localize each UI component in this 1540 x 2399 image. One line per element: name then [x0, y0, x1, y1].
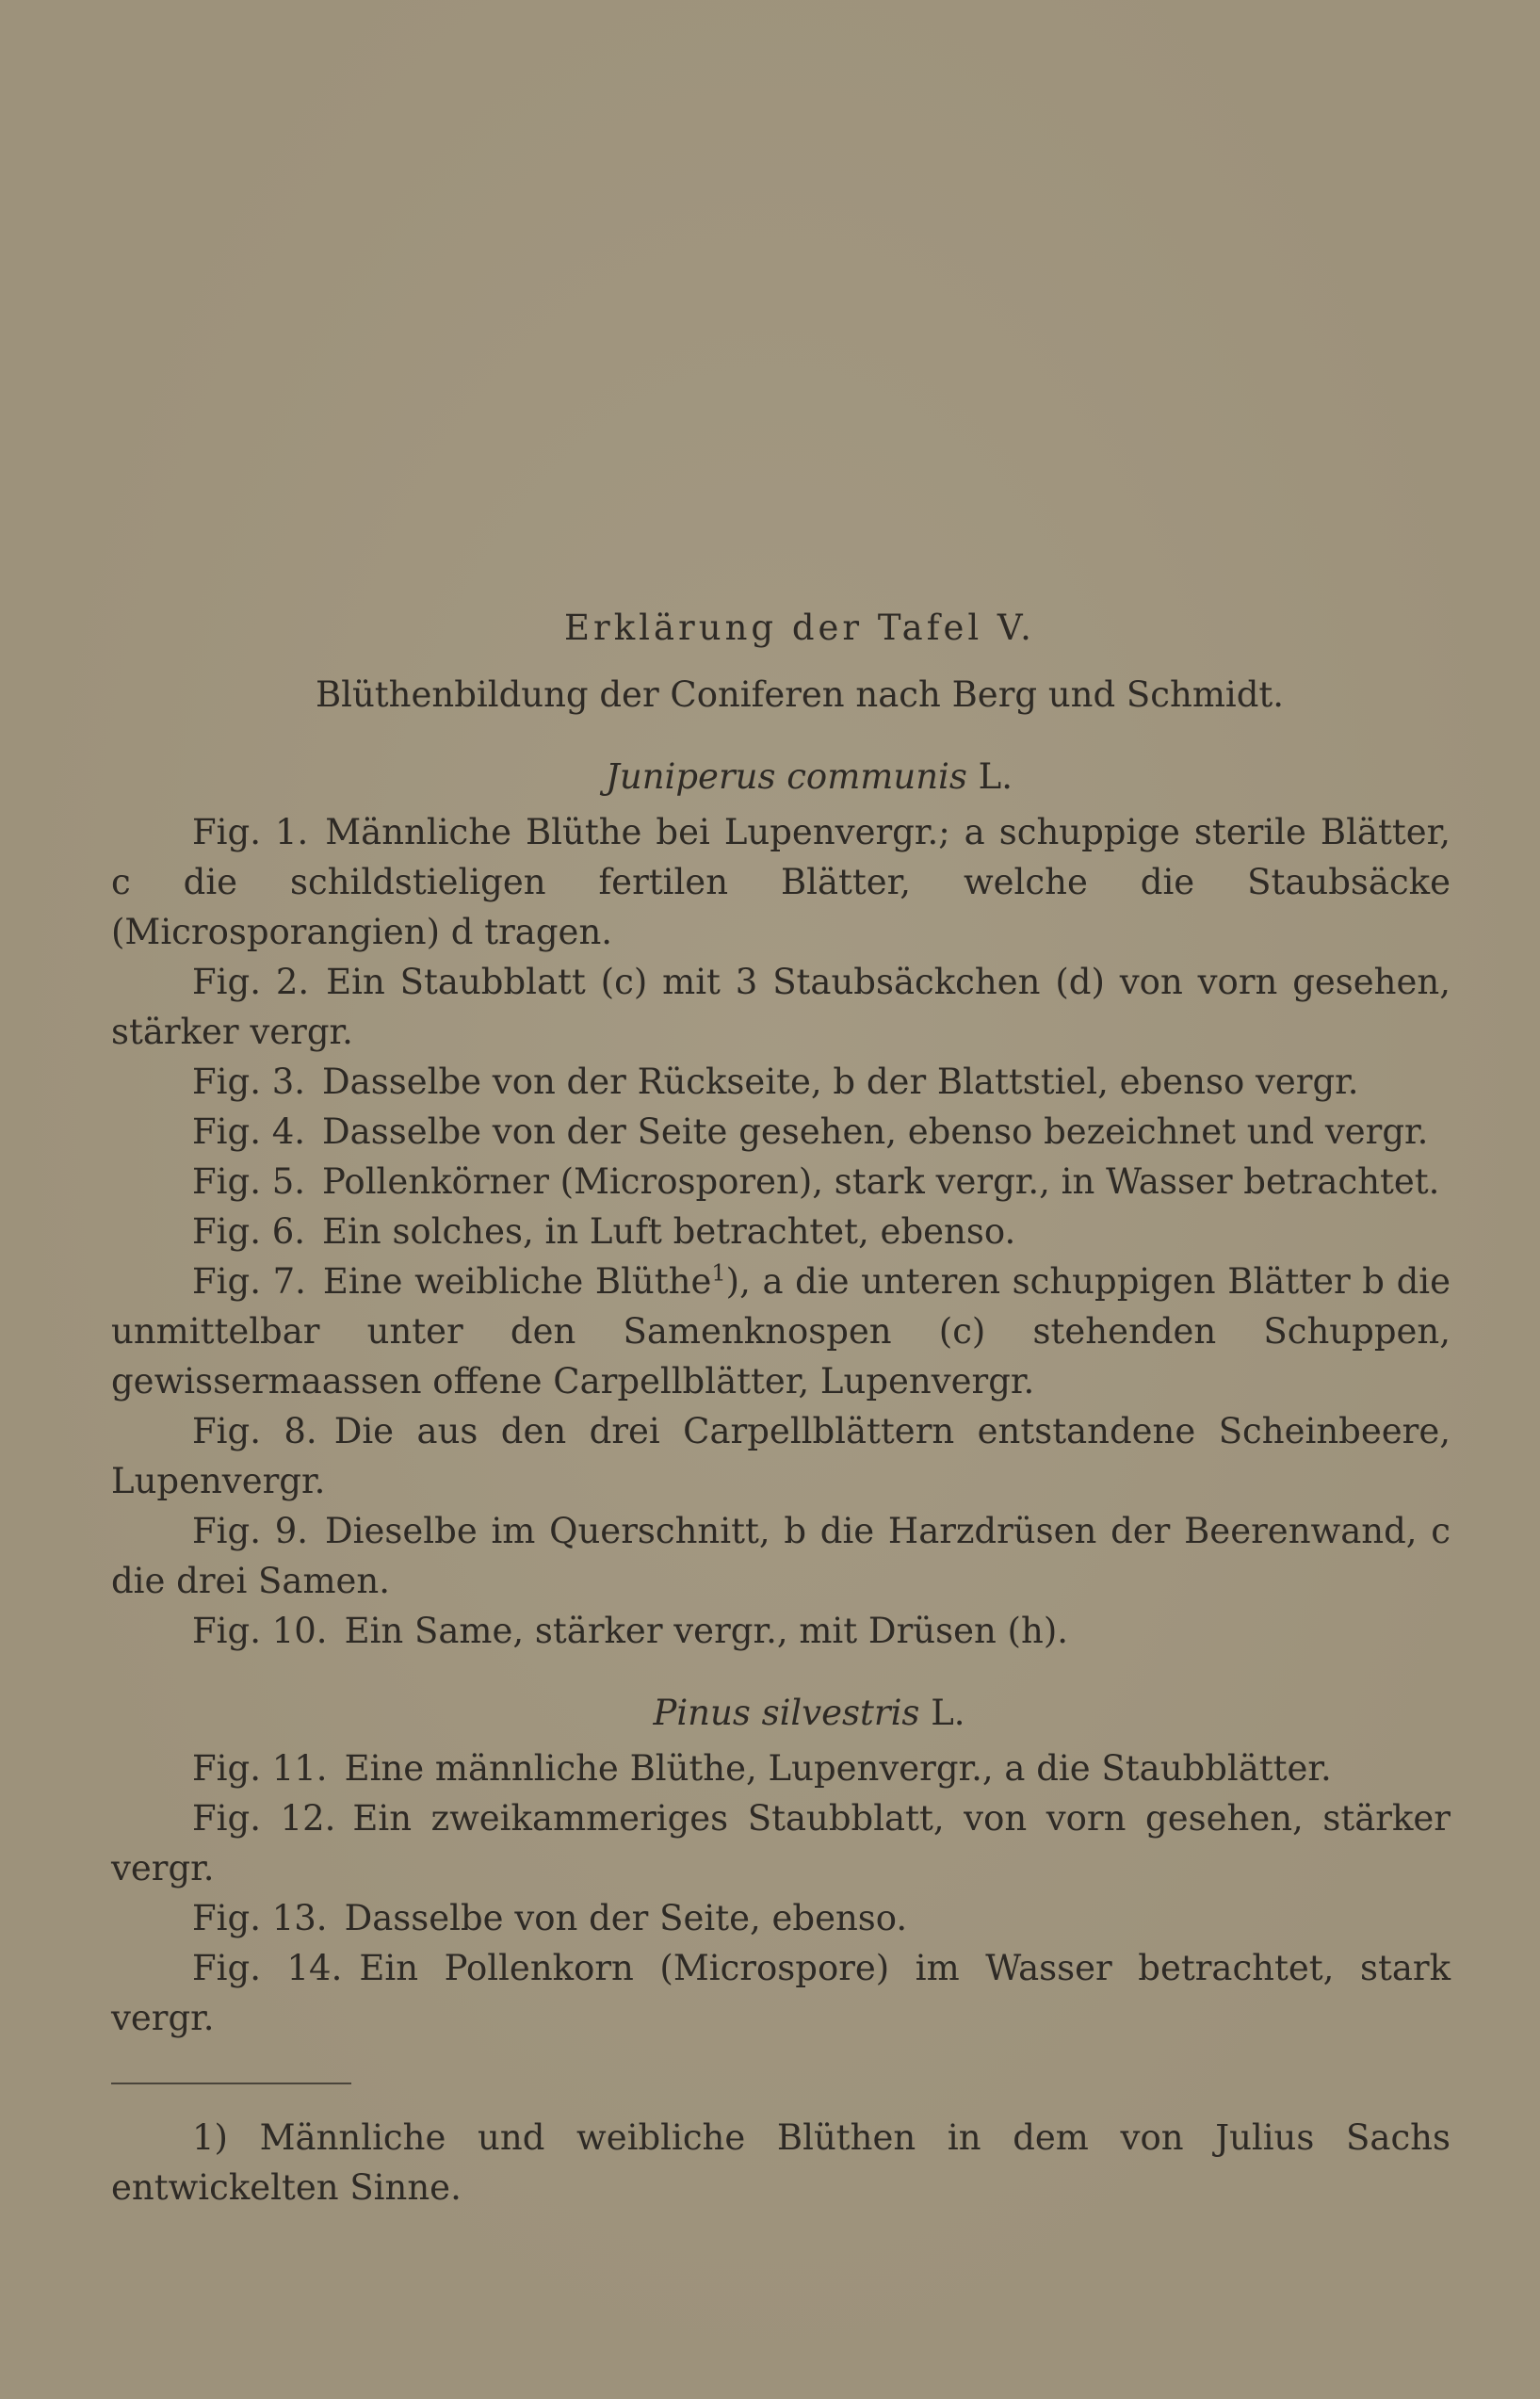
species-heading-juniperus	[111, 752, 1451, 802]
figure-label: Fig. 1.	[192, 812, 309, 852]
figure-caption-7	[111, 1256, 1451, 1406]
species-heading-pinus	[111, 1688, 1451, 1738]
figure-label: Fig. 12.	[192, 1798, 336, 1839]
figure-label: Fig. 13.	[192, 1898, 328, 1938]
figure-caption-3	[111, 1057, 1451, 1107]
figure-label: Fig. 7.	[192, 1261, 306, 1302]
plate-title: Erklärung der Tafel V.	[564, 608, 1035, 648]
figure-text: Ein Pollenkorn (Microspore) im Wasser betrachtet, stark vergr.	[111, 1948, 1451, 2038]
footnote-text: Männliche und weibliche Blüthen in dem von Julius Sachs entwickelten Sinne.	[111, 2117, 1451, 2208]
footnote-marker: 1)	[192, 2117, 228, 2158]
figure-text: Die aus den drei Carpellblättern entstandene Scheinbeere, Lupenvergr.	[111, 1411, 1451, 1501]
figure-text: Dasselbe von der Seite, ebenso.	[344, 1898, 908, 1938]
figure-text: Ein Staubblatt (c) mit 3 Staubsäckchen (d) von vorn gesehen, stärker vergr.	[111, 962, 1451, 1052]
figure-text: Eine weibliche Blüthe	[322, 1261, 712, 1302]
figure-text: Pollenkörner (Microsporen), stark vergr., in Wasser betrachtet.	[322, 1161, 1440, 1202]
footnote	[111, 2113, 1451, 2213]
plate-subtitle: Blüthenbildung der Coniferen nach Berg und Schmidt.	[315, 674, 1285, 715]
figure-caption-10	[111, 1606, 1451, 1656]
figure-text: Ein solches, in Luft betrachtet, ebenso.	[322, 1211, 1016, 1252]
species-author: L.	[978, 756, 1013, 797]
figure-label: Fig. 4.	[192, 1111, 306, 1152]
figure-text: Dasselbe von der Rückseite, b der Blattstiel, ebenso vergr.	[322, 1062, 1359, 1102]
figure-caption-12	[111, 1793, 1451, 1893]
figure-caption-5	[111, 1157, 1451, 1207]
figure-label: Fig. 6.	[192, 1211, 306, 1252]
figure-text-continued: ), a die unteren schuppigen Blätter b die unmittelbar unter den Samenknospen (c) stehenden Schuppen, gewissermaassen offene Carpellblätter, Lupenvergr.	[111, 1261, 1451, 1402]
footnote-reference: 1	[711, 1259, 726, 1287]
figure-caption-2	[111, 957, 1451, 1057]
figure-label: Fig. 9.	[192, 1511, 309, 1551]
figure-text: Eine männliche Blüthe, Lupenvergr., a die Staubblätter.	[344, 1748, 1332, 1789]
figure-caption-4	[111, 1107, 1451, 1157]
figure-label: Fig. 8.	[192, 1411, 317, 1451]
figure-text: Dieselbe im Querschnitt, b die Harzdrüsen der Beerenwand, c die drei Samen.	[111, 1511, 1451, 1601]
figure-text: Ein zweikammeriges Staubblatt, von vorn gesehen, stärker vergr.	[111, 1798, 1451, 1888]
figure-text: Dasselbe von der Seite gesehen, ebenso bezeichnet und vergr.	[322, 1111, 1429, 1152]
figure-label: Fig. 2.	[192, 962, 310, 1002]
figure-label: Fig. 3.	[192, 1062, 306, 1102]
figure-label: Fig. 5.	[192, 1161, 306, 1202]
figure-label: Fig. 10.	[192, 1611, 328, 1651]
species-author: L.	[931, 1693, 965, 1733]
species-name: Pinus silvestris	[653, 1693, 920, 1733]
figure-caption-13	[111, 1893, 1451, 1943]
figure-caption-1	[111, 807, 1451, 957]
figure-text: Ein Same, stärker vergr., mit Drüsen (h).	[344, 1611, 1069, 1651]
figure-caption-8	[111, 1406, 1451, 1506]
species-name: Juniperus communis	[606, 756, 967, 797]
page-text	[111, 603, 1451, 2213]
figure-caption-11	[111, 1743, 1451, 1793]
figure-caption-14	[111, 1943, 1451, 2043]
figure-caption-6	[111, 1207, 1451, 1256]
figure-caption-9	[111, 1506, 1451, 1606]
figure-label: Fig. 14.	[192, 1948, 343, 1988]
figure-text: Männliche Blüthe bei Lupenvergr.; a schuppige sterile Blätter, c die schildstieligen fertilen Blätter, welche die Staubsäcke (Microsporangien) d tragen.	[111, 812, 1451, 952]
figure-label: Fig. 11.	[192, 1748, 328, 1789]
footnote-divider	[111, 2083, 351, 2084]
